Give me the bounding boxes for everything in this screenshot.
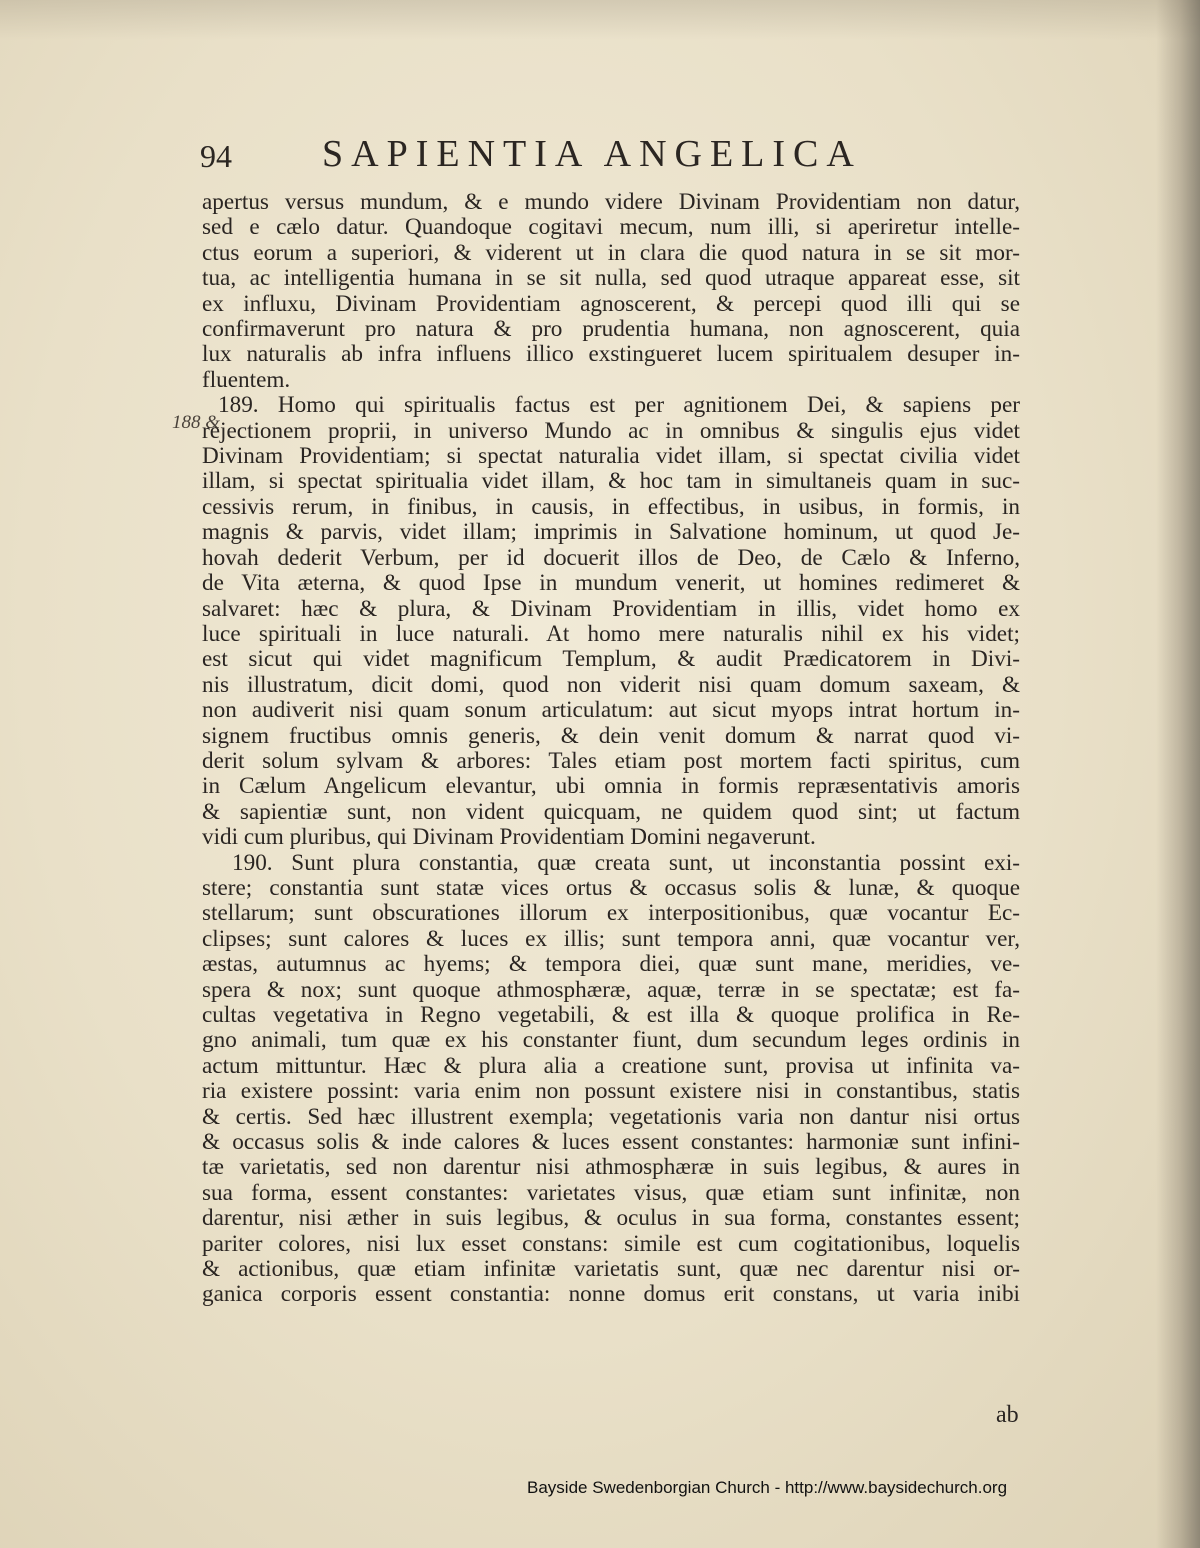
running-head: SAPIENTIA ANGELICA [322,133,862,175]
text-line: ctus eorum a superiori, & viderent ut in clara die quod natura in se sit mor- [202,240,1020,266]
text-line: illam, si spectat spiritualia videt illam, & hoc tam in simultaneis quam in suc- [202,469,1020,495]
text-line: apertus versus mundum, & e mundo videre Divinam Providentiam non datur, [202,190,1020,215]
text-line: cultas vegetativa in Regno vegetabili, & est illa & quoque prolifica in Re- [202,1003,1020,1028]
text-line: non audiverit nisi quam sonum articulatum: aut sicut myops intrat hortum in- [202,698,1020,724]
text-line: cessivis rerum, in finibus, in causis, in effectibus, in usibus, in formis, in [202,494,1020,520]
footer-credit: Bayside Swedenborgian Church - http://www.baysidechurch.org [527,1478,1008,1497]
text-line: rejectionem proprii, in universo Mundo ac in omnibus & singulis ejus videt [202,418,1020,444]
text-line: nis illustratum, dicit domi, quod non viderit nisi quam domum saxeam, & [202,672,1020,698]
text-line: magnis & parvis, videt illam; imprimis in Salvatione hominum, ut quod Je- [202,520,1020,546]
text-line: confirmaverunt pro natura & pro prudentia humana, non agnoscerent, quia [202,317,1020,343]
paragraph-190-start: 190. Sunt plura constantia, quæ creata sunt, ut inconstantia possint exi- [232,850,1020,876]
text-line: salvaret: hæc & plura, & Divinam Providentiam in illis, videt homo ex [202,596,1020,622]
text-line: & actionibus, quæ etiam infinitæ varietatis sunt, quæ nec darentur nisi or- [202,1257,1020,1283]
text-line: & sapientiæ sunt, non vident quicquam, ne quidem quod sint; ut factum [202,799,1020,825]
text-line: de Vita æterna, & quod Ipse in mundum venerit, ut homines redimeret & [202,571,1020,597]
text-line: est sicut qui videt magnificum Templum, & audit Prædicatorem in Divi- [202,647,1020,673]
text-line: æstas, autumnus ac hyems; & tempora diei, quæ sunt mane, meridies, ve- [202,952,1020,978]
text-line: sed e cælo datur. Quandoque cogitavi mecum, num illi, si aperiretur intelle- [202,215,1020,241]
text-line: & certis. Sed hæc illustrent exempla; vegetationis varia non dantur nisi ortus [202,1104,1020,1130]
handwritten-margin-note: 188 & [172,412,221,433]
text-line: derit solum sylvam & arbores: Tales etiam post mortem facti spiritus, cum [202,748,1020,774]
text-line: stellarum; sunt obscurationes illorum ex interpositionibus, quæ vocantur Ec- [202,901,1020,927]
text-line: fluentem. [202,367,291,393]
text-line: in Cælum Angelicum elevantur, ubi omnia in formis repræsentativis amoris [202,774,1020,800]
text-line: lux naturalis ab infra influens illico exstingueret lucem spiritualem desuper in- [202,342,1020,368]
text-line: actum mittuntur. Hæc & plura alia a creatione sunt, provisa ut infinita va- [202,1053,1020,1079]
text-line: vidi cum pluribus, qui Divinam Providentiam Domini negaverunt. [202,825,816,851]
text-line: sua forma, essent constantes: varietates visus, quæ etiam sunt infinitæ, non [202,1180,1020,1206]
text-line: ria existere possint: varia enim non possunt existere nisi in constantibus, statis [202,1079,1020,1105]
page-top-shadow [0,0,1200,40]
text-line: stere; constantia sunt statæ vices ortus & occasus solis & lunæ, & quoque [202,875,1020,901]
text-line: & occasus solis & inde calores & luces essent constantes: harmoniæ sunt infini- [202,1130,1020,1156]
text-line: tua, ac intelligentia humana in se sit nulla, sed quod utraque appareat esse, sit [202,266,1020,292]
text-line: clipses; sunt calores & luces ex illis; sunt tempora anni, quæ vocantur ver, [202,926,1020,952]
text-line: tæ varietatis, sed non darentur nisi athmosphæræ in suis legibus, & aures in [202,1155,1020,1181]
text-line: ex influxu, Divinam Providentiam agnoscerent, & percepi quod illi qui se [202,291,1020,317]
text-line: signem fructibus omnis generis, & dein venit domum & narrat quod vi- [202,723,1020,749]
text-line: darentur, nisi æther in suis legibus, & oculus in sua forma, constantes essent; [202,1206,1020,1232]
text-line: ganica corporis essent constantia: nonne domus erit constans, ut varia inibi [202,1282,1020,1308]
catchword: ab [996,1402,1019,1428]
page-number: 94 [200,138,232,174]
page-binding-shadow [1156,0,1200,1548]
body-text [202,190,1020,1308]
text-line: gno animali, tum quæ ex his constanter fiunt, dum secundum leges ordinis in [202,1028,1020,1054]
page-header [196,130,1026,180]
text-line: hovah dederit Verbum, per id docuerit illos de Deo, de Cælo & Inferno, [202,545,1020,571]
text-line: Divinam Providentiam; si spectat naturalia videt illam, si spectat civilia videt [202,444,1020,470]
text-line: pariter colores, nisi lux esset constans: simile est cum cogitationibus, loquelis [202,1231,1020,1257]
text-line: spera & nox; sunt quoque athmosphæræ, aquæ, terræ in se spectatæ; est fa- [202,977,1020,1003]
text-line: luce spirituali in luce naturali. At homo mere naturalis nihil ex his videt; [202,621,1020,647]
paragraph-189-start: 189. Homo qui spiritualis factus est per agnitionem Dei, & sapiens per [218,393,1020,419]
